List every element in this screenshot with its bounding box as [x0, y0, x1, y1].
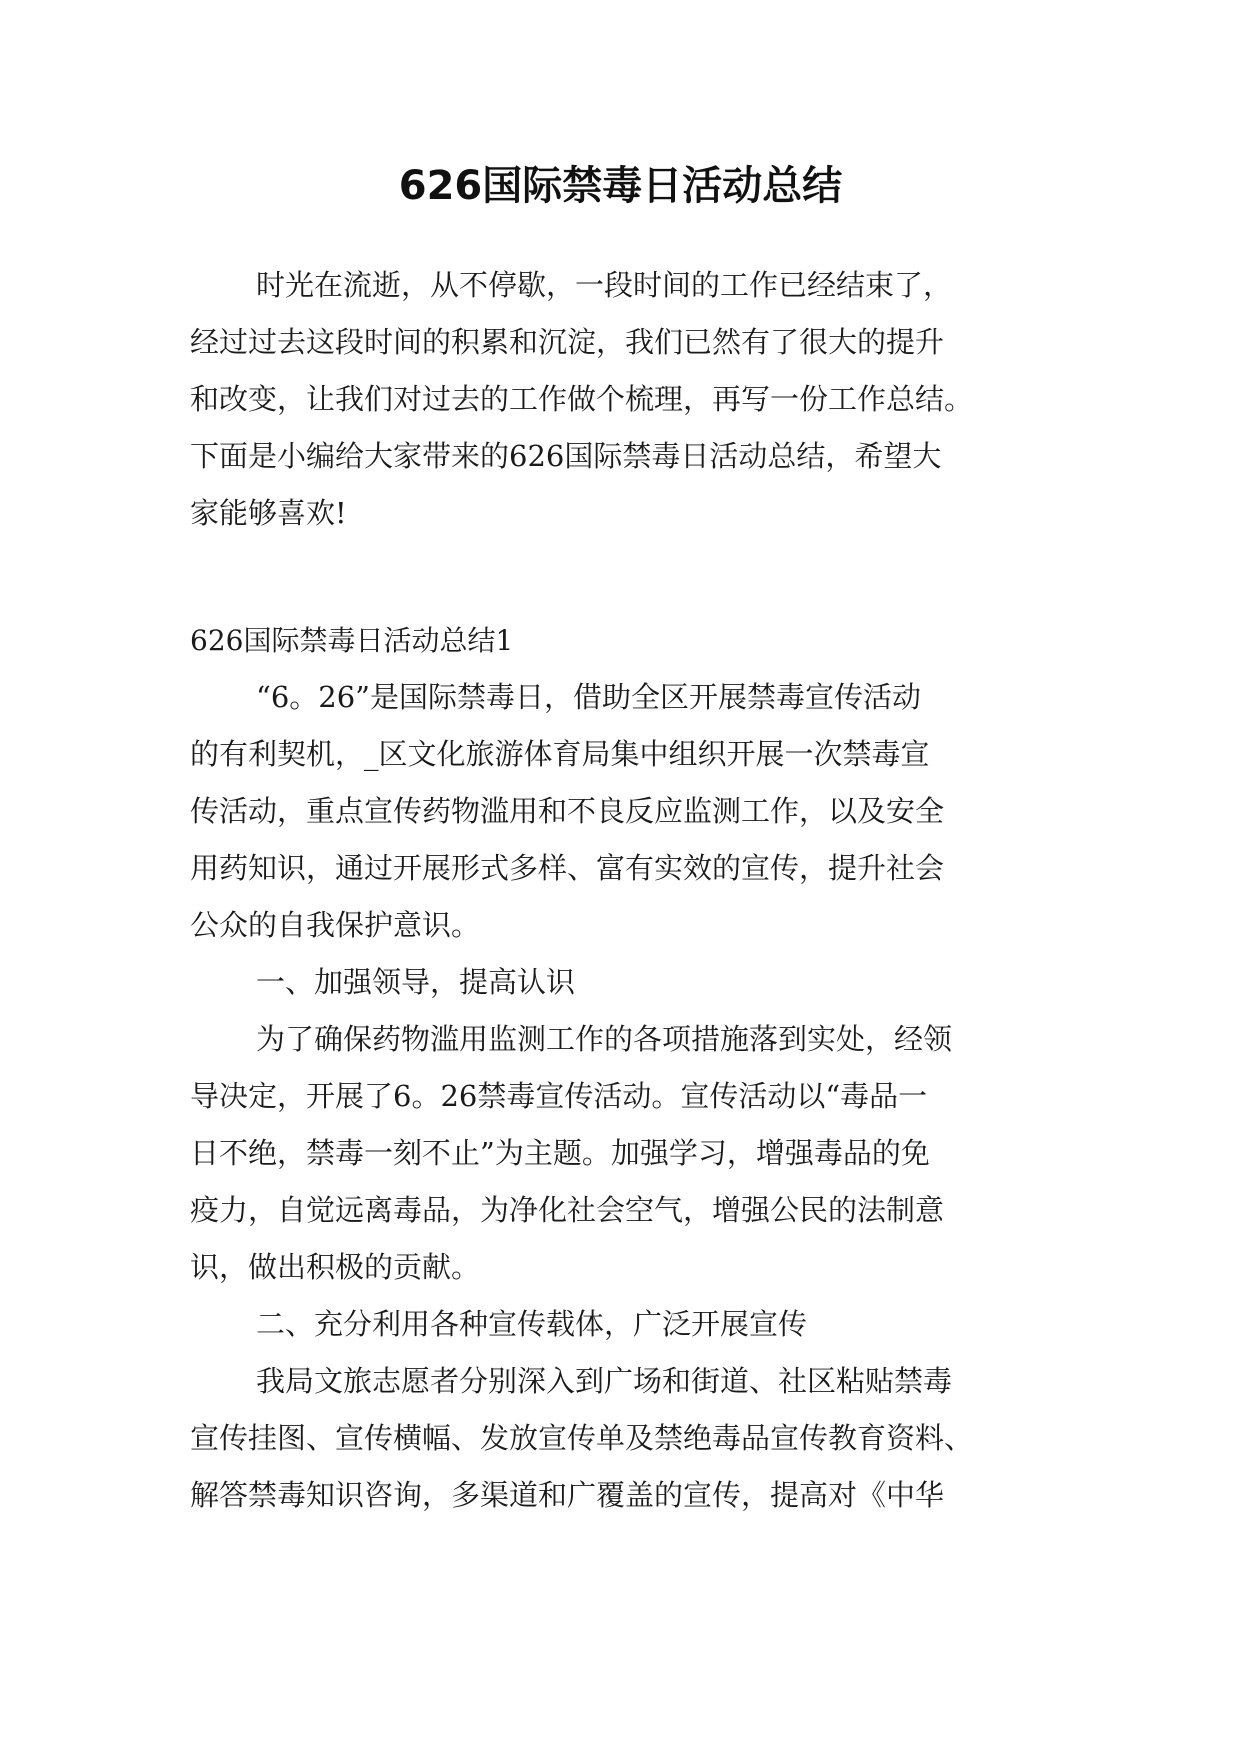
- intro-line: 下面是小编给大家带来的626国际禁毒日活动总结，希望大: [190, 439, 942, 473]
- section-heading: 626国际禁毒日活动总结1: [190, 624, 514, 657]
- intro-line: 家能够喜欢!: [190, 496, 347, 530]
- intro-line: 时光在流逝，从不停歇，一段时间的工作已经结束了，: [256, 268, 953, 302]
- document-title: 626国际禁毒日活动总结: [398, 163, 843, 209]
- paragraph-line: 导决定，开展了6。26禁毒宣传活动。宣传活动以“毒品一: [190, 1079, 928, 1113]
- paragraph-line: 宣传挂图、宣传横幅、发放宣传单及禁绝毒品宣传教育资料、: [190, 1421, 974, 1455]
- paragraph-line: 传活动，重点宣传药物滥用和不良反应监测工作，以及安全: [190, 794, 945, 828]
- paragraph-line: 的有利契机，_区文化旅游体育局集中组织开展一次禁毒宣: [190, 737, 930, 771]
- paragraph-line: 公众的自我保护意识。: [190, 908, 481, 942]
- paragraph-line: 为了确保药物滥用监测工作的各项措施落到实处，经领: [256, 1022, 953, 1056]
- paragraph-line: 识，做出积极的贡献。: [190, 1250, 481, 1284]
- subheading-1: 一、加强领导，提高认识: [256, 965, 576, 999]
- paragraph-line: 解答禁毒知识咨询，多渠道和广覆盖的宣传，提高对《中华: [190, 1478, 945, 1512]
- intro-line: 和改变，让我们对过去的工作做个梳理，再写一份工作总结。: [190, 382, 974, 416]
- paragraph-line: 日不绝，禁毒一刻不止”为主题。加强学习，增强毒品的免: [190, 1136, 930, 1170]
- paragraph-line: 疫力，自觉远离毒品，为净化社会空气，增强公民的法制意: [190, 1193, 945, 1227]
- paragraph-line: 用药知识，通过开展形式多样、富有实效的宣传，提升社会: [190, 851, 945, 885]
- paragraph-line: “6。26”是国际禁毒日，借助全区开展禁毒宣传活动: [256, 680, 922, 714]
- intro-line: 经过过去这段时间的积累和沉淀，我们已然有了很大的提升: [190, 325, 945, 359]
- subheading-2: 二、充分利用各种宣传载体，广泛开展宣传: [256, 1307, 808, 1341]
- paragraph-line: 我局文旅志愿者分别深入到广场和街道、社区粘贴禁毒: [256, 1364, 953, 1398]
